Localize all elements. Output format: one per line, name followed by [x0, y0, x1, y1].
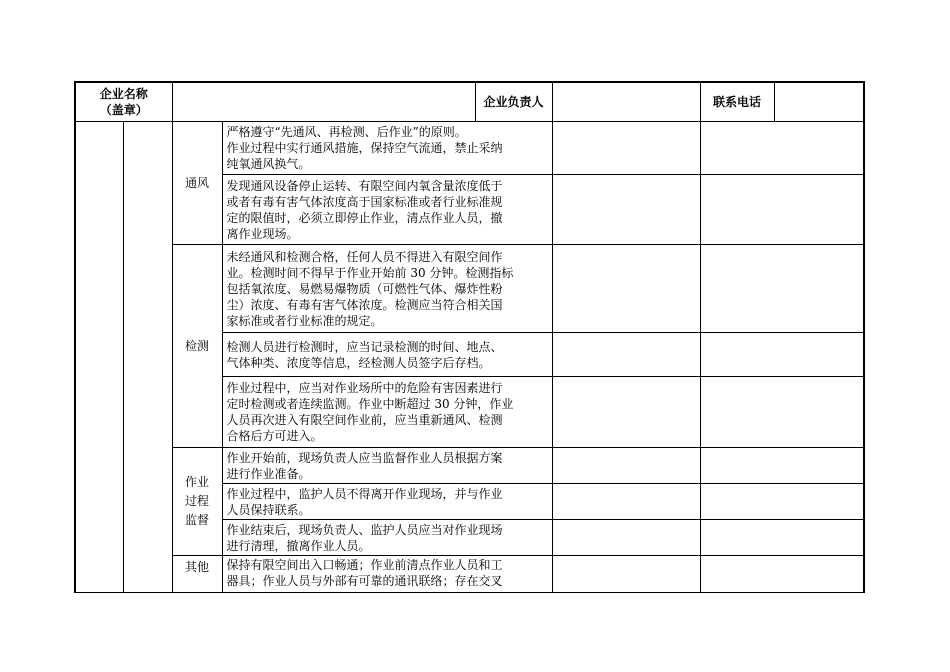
- category-supervision-label: 过程: [185, 494, 210, 508]
- header-row: [75, 82, 864, 122]
- check-result-cell[interactable]: [552, 377, 700, 448]
- requirement-supervision-2: [222, 484, 552, 520]
- check-result-cell[interactable]: [552, 333, 700, 377]
- requirement-other-1: [222, 556, 552, 593]
- phone-value-cell[interactable]: [774, 82, 864, 122]
- responsible-person-value-cell[interactable]: [552, 82, 700, 122]
- category-detection: [172, 245, 222, 448]
- requirement-text-line: 尘）浓度、有毒有害气体浓度。检测应当符合相关国: [226, 297, 503, 312]
- category-supervision: [172, 448, 222, 556]
- category-ventilation: [172, 122, 222, 245]
- requirement-text-line: 进行作业准备。: [226, 466, 311, 481]
- remarks-cell[interactable]: [700, 484, 864, 520]
- category-other-label: 其他: [185, 560, 210, 574]
- table-row: [75, 122, 864, 175]
- requirement-text-line: 发现通风设备停止运转、有限空间内氧含量浓度低于: [226, 178, 503, 193]
- requirement-text-line: 作业开始前，现场负责人应当监督作业人员根据方案: [226, 450, 503, 465]
- requirement-text-line: 未经通风和检测合格，任何人员不得进入有限空间作: [226, 249, 503, 264]
- requirement-text-line: 包括氧浓度、易燃易爆物质（可燃性气体、爆炸性粉: [226, 281, 503, 296]
- remarks-cell[interactable]: [700, 556, 864, 593]
- company-name-value-cell[interactable]: [172, 82, 552, 122]
- requirement-text-line: 定的限值时，必须立即停止作业，清点作业人员，撤: [226, 210, 503, 225]
- requirement-text-line: 作业过程中，应当对作业场所中的危险有害因素进行: [226, 381, 503, 395]
- table-row: [75, 556, 864, 593]
- requirement-text-line: 检测人员进行检测时，应当记录检测的时间、地点、: [226, 339, 503, 354]
- remarks-cell[interactable]: [700, 377, 864, 448]
- remarks-cell[interactable]: [700, 175, 864, 245]
- requirement-text-line: 离作业现场。: [226, 226, 299, 241]
- company-name-input[interactable]: [173, 83, 476, 121]
- remarks-cell[interactable]: [700, 520, 864, 556]
- requirement-detection-2: [222, 333, 552, 377]
- remarks-cell[interactable]: [700, 333, 864, 377]
- phone-label: 联系电话: [700, 82, 774, 122]
- category-supervision-label: 监督: [185, 513, 210, 527]
- requirement-text-line: 器具；作业人员与外部有可靠的通讯联络；存在交叉: [226, 574, 503, 588]
- requirement-text-line: 人员再次进入有限空间作业前，应当重新通风、检测: [226, 413, 503, 427]
- company-name-label-cell: [75, 82, 172, 122]
- requirement-text-line: 作业过程中，监护人员不得离开作业现场，并与作业: [226, 486, 503, 501]
- category-other: [172, 556, 222, 593]
- category-supervision-label: 作业: [185, 475, 210, 489]
- check-result-cell[interactable]: [552, 484, 700, 520]
- col-a-merged-cell: [75, 122, 123, 593]
- requirement-text-line: 气体种类、浓度等信息，经检测人员签字后存档。: [226, 355, 491, 370]
- requirement-ventilation-2: [222, 175, 552, 245]
- requirement-text-line: 作业过程中实行通风措施，保持空气流通，禁止采纳: [226, 141, 503, 155]
- requirement-supervision-1: [222, 448, 552, 484]
- remarks-cell[interactable]: [700, 245, 864, 333]
- requirement-detection-3: [222, 377, 552, 448]
- category-ventilation-label: 通风: [185, 175, 210, 190]
- requirement-text-line: 定时检测或者连续监测。作业中断超过 30 分钟，作业: [226, 397, 514, 411]
- requirement-text-line: 严格遵守“先通风、再检测、后作业”的原则。: [226, 125, 467, 139]
- company-name-label: 企业名称: [99, 87, 148, 101]
- requirement-text-line: 或者有毒有害气体浓度高于国家标准或者行业标准规: [226, 194, 503, 209]
- check-result-cell[interactable]: [552, 245, 700, 333]
- requirement-text-line: 合格后方可进入。: [226, 429, 323, 443]
- requirement-detection-1: [222, 245, 552, 333]
- remarks-cell[interactable]: [700, 122, 864, 175]
- table-row: [75, 245, 864, 333]
- inspection-form-table: [74, 81, 865, 593]
- requirement-text-line: 纯氧通风换气。: [226, 157, 311, 171]
- requirement-text-line: 人员保持联系。: [226, 502, 311, 517]
- check-result-cell[interactable]: [552, 175, 700, 245]
- check-result-cell[interactable]: [552, 448, 700, 484]
- requirement-text-line: 业。检测时间不得早于作业开始前 30 分钟。检测指标: [226, 265, 514, 280]
- requirement-ventilation-1: [222, 122, 552, 175]
- requirement-text-line: 作业结束后，现场负责人、监护人员应当对作业现场: [226, 522, 503, 537]
- check-result-cell[interactable]: [552, 520, 700, 556]
- responsible-person-label: 企业负责人: [483, 95, 544, 109]
- requirement-supervision-3: [222, 520, 552, 556]
- requirement-text-line: 家标准或者行业标准的规定。: [226, 313, 383, 328]
- requirement-text-line: 进行清理，撤离作业人员。: [226, 538, 371, 553]
- company-seal-label: （盖章）: [99, 103, 148, 117]
- check-result-cell[interactable]: [552, 122, 700, 175]
- col-b-merged-cell: [123, 122, 172, 593]
- requirement-text-line: 保持有限空间出入口畅通；作业前清点作业人员和工: [226, 558, 503, 572]
- table-row: [75, 448, 864, 484]
- check-result-cell[interactable]: [552, 556, 700, 593]
- remarks-cell[interactable]: [700, 448, 864, 484]
- category-detection-label: 检测: [185, 338, 210, 353]
